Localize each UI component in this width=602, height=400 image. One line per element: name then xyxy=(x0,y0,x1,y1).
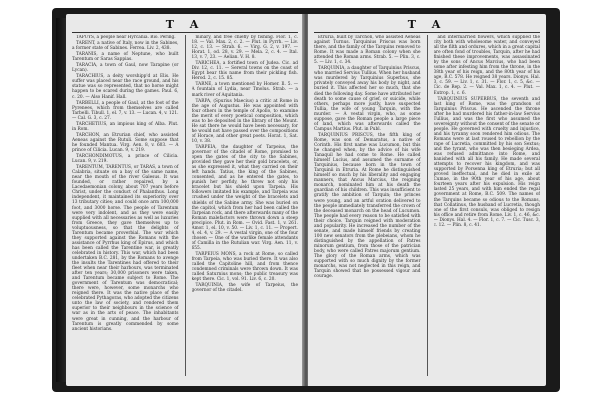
entry-paragraph: TARQUINIA, a daughter of Tarquinius Priscus, who married Servius Tullius. When her husband was murdered by Tarquinius Superbus, she privately conveyed away his body by night, and buried it. This affected her so much, that she died the following day. Some have attributed her death to some cause of grief, or suicide, while others, perhaps more justly, have suspected Tullia, the wife of young Tarquin, with the murder. — A vestal virgin, who, as some suppose, gave the Roman people a large piece of land, which was afterwards called the Campus Martius. Plut. in Publ. xyxy=(314,66,421,132)
entry-paragraph: TARBELLI, a people of Gaul, at the foot of the Pyrenees, which from themselves are called Tarbelli. Tibull. 1, el. 7, v. 13. — Lucan. 4, v. 121. — Cal. G. 3, c. 27. xyxy=(72,100,179,121)
right-column-1 xyxy=(314,35,421,376)
right-page xyxy=(308,14,546,386)
entry-paragraph: TARICHEA, a fortified town of Judea. Cic. ad Div. 12, c. 11. — Sereral towns on the coast of Egypt bear this name from their pickling fish. Herod. 2, c. 15. 85. xyxy=(191,61,298,82)
entry-paragraph: TARCHONDIMOTUS, a prince of Cilicia. Lucan. 9, v. 219. xyxy=(72,154,179,165)
entry-paragraph: TARENTUM, TARENTUS, or TARAS, a town of Calabria, situate on a bay of the same name, near the mouth of the river Galesus. It was founded, or rather repaired, by a Lacedaemonian colony, about 707 years before Christ, under the conduct of Phalanthus. Long independent, it maintained its superiority over 13 tributary cities; and could once arm 100,000 foot, and 3000 horse. The people of Tarentum were very indolent, and as they were easily supplied with all necessaries as well as luxuries from Greece, they gave themselves up to voluptuousness, so that the delights of Tarentum became proverbial. The war which they supported against the Romans with the assistance of Pyrrhus king of Epirus, and which has been called the Tarentine war, is greatly celebrated in history. This war, which had been undertaken B.C. 281, by the Romans to avenge the insults the Tarentines had offered to their fleet when near their harbours, was terminated after ten years; 30,000 prisoners were taken, and Tarentum became subject to Rome. The government of Tarentum was democratical; there were, however, some monarchs who reigned there. It was the native place of the celebrated Pythagoras, who adopted the citizens unto the law of society, and rendered them superior to their neighbours in the science of war as in the arts of peace. The inhabitants were great in cunning, and the harbour of Tarentum is greatly commended by some ancient historians. xyxy=(72,165,179,332)
entry-paragraph: TARACIA, a town of Gaul, now Tarapine (or Lycan). xyxy=(72,63,179,74)
left-page-header: T A xyxy=(165,18,205,31)
entry-paragraph: minary, and free chiefly by fishing. Flor. 1, c. 18. — Val. Max. 2, c. 2. — Plut. in Pyrrh. — Liv. 12, c. 13. — Strab. 6. — Virg. G. 2, v. 197. — Horat. 1, od. 28, v. 29. — Mela. 2, c. 4. — Ital. 13, v. 7, 23. — Aelian. V. H. 8. xyxy=(191,35,298,61)
entry-paragraph: Etruria, built by Tarchon, who assisted Aeneas against Turnus. Tarquinius Priscus was born there, and the family of the Tarquins removed to Rome. It was made a Roman colony when she attended the Roman arms. Strab. 5. — Plin. 3, c. 5. — Liv. 1, c. 34. xyxy=(314,35,421,66)
left-page xyxy=(66,14,304,386)
entry-paragraph: TARPEIA, the daughter of Tarpeius, the governor of the citadel of Rome, promised to open the gates of the city to the Sabines, provided they gave her their gold bracelets, or, as she expressed it, what they carried on their left hands. Tatius, the king of the Sabines, consented, and as he entered the gates, to punish her perfidy, he threw not only his bracelet but his shield upon Tarpeia. His followers imitated his example, and Tarpeia was crushed under the weight of the bracelets and shields of the Sabine army. She was buried on the capitol, which from her had been called the Tarpeian rock, and there afterwards many of the Roman malefactors were thrown down a steep precipice. Plut. in Rom. — Ovid. Fast. 1, v. 261. Amor. 1, el. 10, v. 50. — Liv. 1, c. 11. — Propert. 4, el. 4, v. 29. — A vestal virgin, one of the four chosen — One of the warlike female attendants of Camilla in the Rutulian war. Virg. Aen. 11, v. 655. xyxy=(191,144,298,251)
entry-paragraph: TARQUINIA, the wife of Tarpeius, the governor of the citadel. xyxy=(191,283,298,294)
right-page-header: T A xyxy=(407,18,447,31)
open-book xyxy=(52,8,560,392)
entry-paragraph: TAPUYS, a people near Hyrcania. Bio. Pering. xyxy=(76,35,176,40)
right-page-columns xyxy=(314,35,540,376)
column-separator xyxy=(427,35,428,376)
entry-paragraph: TARCHETIUS, an impious king of Alba. Plut. in Rom. xyxy=(72,121,179,132)
entry-paragraph: TARCHON, an Etrurian chief, who assisted Aeneas against the Rutuli. Some suppose that he founded Mantua. Virg. Aen. 8, v. 603. — A prince of Cilicia. Lucan. 9, v. 219. xyxy=(72,132,179,153)
column-separator xyxy=(185,35,186,376)
entry-paragraph: TARPA, (Spurius Maecius) a critic at Rome in the age of Augustus. He was appointed with four others in the temple of Apollo, to examine the merit of every poetical composition, which was to be deposited in the library of the Mount. He sat there he would have been necessary, for he would not have passed over the compositions of Horace, and other great poets. Horat. 1, Sat. 10, v. 38. xyxy=(191,98,298,144)
entry-paragraph: and intermarried flowers, which supplied the city both with wholesome water, and conveyed all the filth and ordures, which in a great capital are often fond of troubles, Tarquin, after he had finished these improvements, was assassinated by the sons of Ancus Marcius, who had been some after infesting him from the throne, in the 38th year of his reign, and the 80th year of his age, B.C. 578. He reigned 38 years. Dionys. Hal. 3, c. 59. — Liv. 1, c. 31. — Flor. 1, c. 5, &c. — Cic. de Rep. 2. — Val. Max. 1, c. 4. — Plut. — Eutrop. 1, c. 6. xyxy=(433,35,540,96)
entry-paragraph: TARANIS, a name of Neptune, who built Tarentum or Saras Sappias. xyxy=(72,52,179,63)
entry-paragraph: TARPEIUS MONS, a rock at Rome, so called from Tarpeia, who was buried there. It was also called the Capitoline hill, and from thence condemned criminals were thrown down. It was called Saturnius mons; the public treasury was kept there. Cic. 1, vol. 91. Liv. 6, c. 20. xyxy=(191,251,298,283)
left-column-1 xyxy=(72,35,179,376)
right-column-2 xyxy=(434,35,541,376)
left-column-2 xyxy=(192,35,299,376)
left-page-columns xyxy=(72,35,298,376)
entry-paragraph: TARQUINIUS SUPERBUS, the seventh and last king of Rome, was the grandson of Tarquinius Priscus. He ascended the throne after he had murdered his father-in-law Servius Tullius, and was the first who assumed the sovereignty without the consent of the senate or people. He governed with cruelty and injustice, and his tyranny soon rendered him odious. The Romans were at last roused to rebellion by the rape of Lucretia, committed by his son Sextus; and the tyrant, who was then besieging Ardea, was refused admittance into Rome, and banished with all his family. He made several attempts to recover his kingdom, and was supported by Porsenna king of Etruria; but all proved ineffectual, and he died in exile at Cumae, in the 90th year of his age, about fourteen years after his expulsion. His reign lasted 25 years, and with him ended the regal government at Rome, B.C. 509. The names of the Tarquins became so odious to the Romans, that Collatinus, the husband of Lucretia, though one of the first consuls, was obliged to resign his office and retire from Rome. Liv. 1, c. 46, &c. — Dionys. Hal. 4. — Flor. 1, c. 7. — Cic. Tusc. 3, c. 12. — Plin. 8, c. 41. xyxy=(433,96,540,228)
entry-paragraph: TARNE, a town mentioned by Homer. Il. 5. — A fountain of Lydia, near Tmolus. Strab. — a mark river of Aquitania. xyxy=(191,82,298,98)
entry-paragraph: TARQUINIUS PRISCUS, the fifth king of Rome, was son of Demaratus, a native of Corinth. His first name was Lucumon, but this he changed when, by the advice of his wife Tanaquil he had come to Rome. He called himself Lucius, and assumed the surname of Tarquinius, because born in the town of Tarquinii in Etruria. At Rome he distinguished himself so much by his liberality and engaging manners, that Ancus Marcius, the reigning monarch, nominated him at his death the guardian of his children. This was insufficient to gratify the ambition of Tarquin; the princes were young, and an artful oration delivered to the people immediately transferred the crown of the deceased monarch on the head of Lucumon. The people had every reason to be satisfied with their choice. Tarquin reigned with moderation and popularity. He increased the number of the senate, and made himself friends by creating 100 new senators from the plebeians, whom he distinguished by the appellation of Patres minorum gentium, from those of the patrician body, who were called Patres majorum gentium. The glory of the Roman arms, which was supported with so much dignity by the former monarchs, was not neglected in this reign, and Tarquin showed that he possessed vigour and courage. xyxy=(314,132,421,280)
entry-paragraph: TARENT, a native of Italy, now in the Sabines, a former state of Sabines. Ferrea. Liv. 2, 438. xyxy=(72,41,179,52)
right-header-rule xyxy=(314,32,540,33)
left-header-rule xyxy=(72,32,298,33)
entry-paragraph: TARACHIUS, a deity worshipp'd at Elis. He suffer was placed near the race ground, and his statue was so represented, that no horse might happen to be scared during the games. Paul. 6, c. 20. — Also Hanif. Hall. xyxy=(72,74,179,100)
